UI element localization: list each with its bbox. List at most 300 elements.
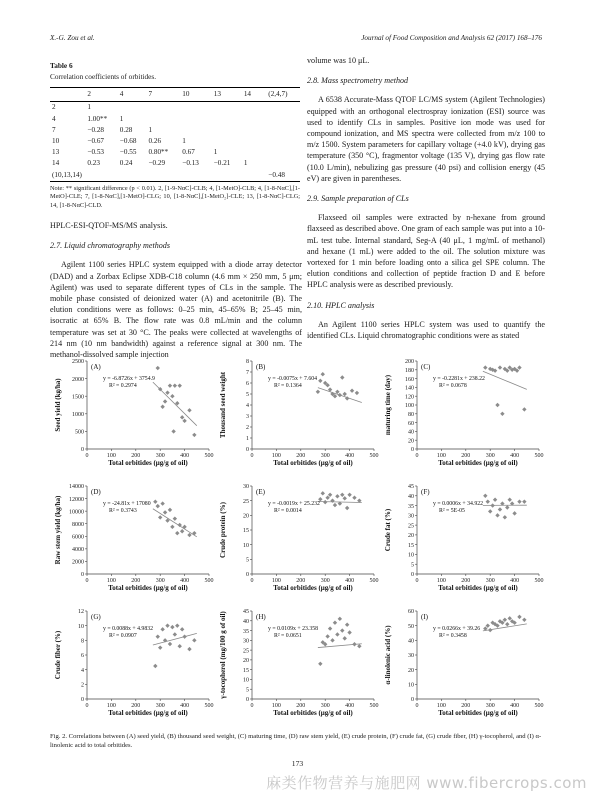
y-tick-label: 4000: [72, 547, 84, 554]
data-point: [488, 628, 492, 632]
y-tick-label: 1000: [72, 412, 84, 418]
data-point: [503, 618, 507, 622]
x-tick-label: 100: [436, 703, 446, 709]
y-tick-label: 35: [408, 503, 414, 510]
data-point: [173, 632, 177, 636]
x-tick-label: 200: [296, 578, 306, 584]
y-tick-label: 8: [246, 359, 249, 366]
table-cell: [212, 102, 242, 114]
y-tick-label: 30: [243, 484, 249, 491]
data-point: [180, 415, 184, 419]
x-tick-label: 0: [415, 578, 419, 584]
y-tick-label: 15: [243, 528, 249, 535]
x-tick-label: 500: [534, 453, 544, 459]
y-tick-label: 10: [78, 623, 84, 630]
x-axis-label: Total orbitides (μg/g of oil): [273, 459, 353, 467]
table-cell: 0.24: [119, 159, 133, 168]
table-cell: 0.23: [87, 159, 100, 168]
data-point: [173, 383, 177, 387]
data-point: [178, 383, 182, 387]
table-cell: [266, 114, 300, 125]
table-cell: −0.21: [213, 159, 231, 168]
x-tick-label: 100: [106, 453, 116, 459]
data-point: [187, 408, 191, 412]
x-tick-label: 400: [345, 703, 355, 709]
watermark: 麻类作物营养与施肥网 www.fibercrops.com: [266, 774, 587, 792]
data-point: [338, 393, 342, 397]
table-title: Table 6: [50, 61, 73, 70]
left-para-1: HPLC-ESI-QTOF-MS/MS analysis.: [50, 221, 168, 231]
scatter-panel: [219, 484, 379, 592]
y-tick-label: 4: [81, 667, 84, 674]
table-cell: [266, 125, 300, 136]
table-note: Note: ** significant difference (p < 0.01). 2, [1-9-NαC]-CLB; 4, [1-MetO]-CLB; 4, [1-8-NαC],[1-MetO]-CLE; 7, [1-8-NαC],[1-MetO]-CLG; 10, [1-8-NαC],[1-MetO₂]-CLE; 13, [1-8-NαC]-CLG; 14, [1-8-NαC]-CLD.: [50, 184, 300, 209]
data-point: [495, 403, 499, 407]
table-cell: 1.00**: [87, 114, 108, 123]
x-tick-label: 0: [85, 578, 89, 584]
x-axis-label: Total orbitides (μg/g of oil): [108, 709, 188, 717]
y-tick-label: 5: [411, 562, 414, 569]
r-squared: R² = 0.3743: [109, 508, 137, 514]
y-axis-label: γ-tocopherol (mg/100 g of oil): [219, 611, 227, 699]
table-cell: 0.28: [119, 125, 133, 134]
y-axis-label: Crude fiber (%): [54, 630, 62, 680]
y-tick-label: 0: [411, 447, 414, 454]
y-tick-label: 1500: [72, 394, 84, 401]
data-point: [160, 501, 164, 505]
table-cell: 14: [52, 159, 60, 168]
table-cell: [242, 125, 266, 136]
x-tick-label: 500: [369, 453, 379, 459]
y-tick-label: 0: [411, 572, 414, 579]
x-tick-label: 200: [131, 703, 141, 709]
x-tick-label: 200: [131, 578, 141, 584]
data-point: [178, 644, 182, 648]
data-point: [508, 497, 512, 501]
table-cell: [180, 114, 211, 125]
x-tick-label: 300: [320, 703, 330, 709]
data-point: [522, 407, 526, 411]
y-tick-label: 8: [81, 638, 84, 645]
y-tick-label: 40: [408, 638, 414, 645]
data-point: [192, 433, 196, 437]
table-cell: [180, 102, 211, 114]
correlation-table: [50, 87, 300, 181]
regression-equation: y = -6.8726x + 3754.9: [103, 376, 155, 382]
table-cell: [146, 102, 180, 114]
data-point: [486, 499, 490, 503]
data-point: [357, 644, 361, 648]
y-tick-label: 30: [243, 638, 249, 645]
x-axis-label: Total orbitides (μg/g of oil): [438, 584, 518, 592]
y-tick-label: 45: [243, 609, 249, 616]
data-point: [175, 623, 179, 627]
x-tick-label: 200: [461, 703, 471, 709]
x-tick-label: 400: [510, 453, 520, 459]
y-tick-label: 30: [408, 513, 414, 520]
data-point: [163, 510, 167, 514]
data-point: [352, 642, 356, 646]
data-point: [338, 617, 342, 621]
y-tick-label: 200: [405, 359, 414, 366]
data-point: [343, 496, 347, 500]
table-cell: [212, 125, 242, 136]
table-cell: 0.67: [182, 148, 195, 157]
y-tick-label: 10: [243, 677, 249, 684]
y-tick-label: 160: [405, 376, 414, 383]
r-squared: R² = 0.0014: [274, 508, 302, 514]
table-row: [50, 170, 300, 182]
y-tick-label: 0: [246, 697, 249, 704]
x-tick-label: 500: [534, 703, 544, 709]
table-cell: [242, 147, 266, 158]
data-point: [321, 372, 325, 376]
y-tick-label: 12000: [69, 496, 84, 503]
table-cell: [118, 170, 147, 182]
data-point: [498, 365, 502, 369]
x-tick-label: 500: [204, 703, 214, 709]
x-tick-label: 0: [250, 578, 254, 584]
y-tick-label: 180: [405, 368, 414, 374]
data-point: [340, 375, 344, 379]
figure-2-scatter-grid: [50, 353, 545, 728]
regression-equation: y = 0.0088x + 4.9832: [103, 626, 154, 632]
data-point: [316, 390, 320, 394]
scatter-panel: [384, 484, 544, 592]
data-point: [333, 503, 337, 507]
table-cell: 1: [148, 125, 153, 134]
scatter-panel: [384, 609, 544, 717]
data-point: [318, 662, 322, 666]
x-axis-label: Total orbitides (μg/g of oil): [438, 709, 518, 717]
table-header-cell: 13: [212, 88, 242, 102]
y-tick-label: 25: [408, 523, 414, 530]
data-point: [340, 628, 344, 632]
data-point: [168, 383, 172, 387]
panel-label: (D): [91, 488, 101, 496]
r-squared: R² = 0.3458: [439, 633, 467, 639]
right-para-1: A 6538 Accurate-Mass QTOF LC/MS system (Agilent Technologies) equipped with an orthogonal electrospray ionization (ESI) source was used to identify CLs in samples. Positive ion mode was used for compound ionization, and MS spectra were collected from m/z 100 to m/z 1500. System parameters for capillary voltage (+4.0 kV), drying gas temperature (350 °C), fragmentor voltage (135 V), drying gas flow rate (10.0 L/min), nebulizing gas pressure (40 psi) and collision energy (45 eV) are given in parentheses.: [307, 95, 545, 183]
y-tick-label: 60: [408, 420, 414, 427]
x-tick-label: 500: [534, 578, 544, 584]
r-squared: R² = 0.1364: [274, 383, 302, 389]
data-point: [165, 623, 169, 627]
running-head-journal: Journal of Food Composition and Analysis 62 (2017) 168–176: [361, 34, 542, 42]
y-tick-label: 10: [408, 552, 414, 559]
scatter-panel: [219, 609, 379, 717]
x-tick-label: 500: [204, 453, 214, 459]
y-tick-label: 2000: [72, 559, 84, 566]
y-tick-label: 500: [75, 429, 84, 436]
table-row: [50, 125, 300, 136]
data-point: [192, 638, 196, 642]
y-tick-label: 140: [405, 385, 414, 392]
y-tick-label: 80: [408, 412, 414, 418]
regression-equation: y = 0.0006x + 34.922: [433, 501, 484, 507]
x-tick-label: 100: [106, 703, 116, 709]
y-tick-label: 25: [243, 498, 249, 505]
x-tick-label: 0: [250, 453, 254, 459]
y-axis-label: Crude fat (%): [384, 508, 392, 552]
y-tick-label: 7: [246, 370, 249, 377]
panel-label: (B): [256, 363, 266, 371]
data-point: [517, 365, 521, 369]
table-cell: [146, 114, 180, 125]
y-axis-label: Crude protein (%): [219, 502, 227, 558]
data-point: [187, 647, 191, 651]
r-squared: R² = 5E-05: [439, 508, 465, 514]
section-heading-2-9: 2.9. Sample preparation of CLs: [307, 194, 409, 204]
panel-label: (A): [91, 363, 101, 371]
data-point: [347, 630, 351, 634]
right-para-2: Flaxseed oil samples were extracted by n-hexane from ground flaxseed as described above. One gram of each sample was put into a 10-mL test tube. Internal standard, Seg-A (40 μL, 1 mg/mL of methanol) and hexane (1 mL) were added to the oil. The solution mixture was vortexed for 1 min before loading onto a silica gel SPE column. The elution conditions and collection of peptide fraction D and E before HPLC analysis were as described previously.: [307, 213, 545, 290]
data-point: [158, 515, 162, 519]
y-tick-label: 20: [243, 658, 249, 665]
table-cell: 7: [52, 125, 56, 134]
table-cell: 4: [52, 114, 56, 123]
x-tick-label: 200: [461, 453, 471, 459]
scatter-panel: [384, 359, 544, 467]
x-axis-label: Total orbitides (μg/g of oil): [273, 709, 353, 717]
x-tick-label: 400: [180, 703, 190, 709]
data-point: [321, 491, 325, 495]
panel-label: (C): [421, 363, 431, 371]
table-cell: 2: [52, 103, 56, 112]
x-tick-label: 300: [155, 578, 165, 584]
data-point: [156, 634, 160, 638]
data-point: [173, 516, 177, 520]
table-cell: [212, 114, 242, 125]
table-cell: 1: [182, 137, 186, 146]
right-para-3: An Agilent 1100 series HPLC system was used to quantify the identified CLs. Liquid chromatographic conditions were as stated: [307, 319, 545, 341]
panel-label: (I): [421, 613, 428, 621]
data-point: [490, 503, 494, 507]
y-axis-label: α-linolenic acid (%): [384, 625, 392, 685]
trend-line: [153, 509, 197, 537]
data-point: [488, 509, 492, 513]
panel-label: (H): [256, 613, 266, 621]
y-tick-label: 2000: [72, 376, 84, 383]
x-tick-label: 300: [485, 578, 495, 584]
data-point: [355, 391, 359, 395]
y-tick-label: 2: [246, 425, 249, 432]
x-tick-label: 500: [369, 578, 379, 584]
y-tick-label: 120: [405, 394, 414, 401]
scatter-panel: [54, 609, 214, 717]
y-tick-label: 100: [405, 403, 414, 410]
y-tick-label: 2: [81, 682, 84, 689]
table-cell: 1: [119, 114, 124, 123]
table-cell: (10,13,14): [50, 170, 85, 182]
y-tick-label: 40: [408, 493, 414, 500]
x-axis-label: Total orbitides (μg/g of oil): [108, 584, 188, 592]
x-tick-label: 500: [369, 703, 379, 709]
table-cell: 0.26: [148, 137, 162, 146]
regression-equation: y = 0.0266x + 39.26: [433, 626, 481, 632]
x-tick-label: 300: [320, 453, 330, 459]
data-point: [352, 496, 356, 500]
x-tick-label: 200: [461, 578, 471, 584]
y-tick-label: 50: [408, 623, 414, 630]
y-tick-label: 3: [246, 414, 249, 421]
table-header-cell: 4: [118, 88, 147, 102]
y-axis-label: Seed yield (kg/ha): [54, 378, 62, 432]
table-cell: [266, 102, 300, 114]
y-axis-label: maturing time (day): [384, 374, 392, 436]
x-tick-label: 300: [155, 453, 165, 459]
table-cell: −0.53: [87, 148, 105, 157]
table-cell: −0.13: [182, 159, 199, 168]
regression-equation: y = -24.81x + 17080: [103, 501, 151, 507]
panel-label: (E): [256, 488, 265, 496]
x-tick-label: 0: [85, 703, 89, 709]
y-tick-label: 20: [408, 533, 414, 540]
data-point: [335, 494, 339, 498]
x-tick-label: 100: [271, 453, 281, 459]
table-cell: [266, 158, 300, 169]
table-cell: [242, 114, 266, 125]
table-cell: [212, 136, 242, 147]
data-point: [328, 493, 332, 497]
figure-caption: Fig. 2. Correlations between (A) seed yield, (B) thousand seed weight, (C) maturing time, (D) raw stem yield, (E) crude protein, (F) crude fat, (G) crude fiber, (H) γ-tocopherol, and (I) α-linolenic acid to total orbitides.: [50, 733, 542, 749]
table-cell: 1: [243, 159, 248, 168]
data-point: [333, 621, 337, 625]
y-tick-label: 10: [243, 542, 249, 549]
r-squared: R² = 0.0907: [109, 633, 137, 639]
data-point: [160, 405, 164, 409]
y-tick-label: 5: [246, 687, 249, 694]
data-point: [498, 507, 502, 511]
y-tick-label: 10000: [69, 509, 84, 516]
data-point: [168, 508, 172, 512]
y-tick-label: 0: [411, 697, 414, 704]
y-tick-label: 20: [408, 438, 414, 445]
data-point: [493, 497, 497, 501]
y-tick-label: 35: [243, 628, 249, 635]
x-tick-label: 100: [271, 578, 281, 584]
data-point: [182, 634, 186, 638]
y-tick-label: 2500: [72, 359, 84, 366]
y-tick-label: 20: [243, 513, 249, 520]
data-point: [347, 493, 351, 497]
data-point: [500, 412, 504, 416]
y-tick-label: 0: [81, 447, 84, 454]
data-point: [158, 645, 162, 649]
right-column: [307, 55, 545, 341]
y-tick-label: 45: [408, 484, 414, 491]
table-cell: [242, 102, 266, 114]
table-cell: [212, 170, 242, 182]
table-cell: [266, 147, 300, 158]
table-header-cell: 2: [85, 88, 117, 102]
y-tick-label: 6: [246, 381, 249, 388]
x-tick-label: 100: [436, 453, 446, 459]
x-tick-label: 200: [131, 453, 141, 459]
x-tick-label: 0: [415, 453, 419, 459]
x-tick-label: 300: [485, 703, 495, 709]
x-tick-label: 0: [85, 453, 89, 459]
table-cell: [266, 136, 300, 147]
data-point: [325, 634, 329, 638]
x-tick-label: 400: [345, 453, 355, 459]
data-point: [325, 496, 329, 500]
y-tick-label: 10: [408, 682, 414, 689]
table-cell: 1: [213, 148, 218, 157]
x-tick-label: 200: [296, 703, 306, 709]
data-point: [175, 531, 179, 535]
data-point: [486, 623, 490, 627]
y-tick-label: 0: [246, 447, 249, 454]
y-tick-label: 15: [243, 667, 249, 674]
data-point: [165, 390, 169, 394]
table-cell: −0.67: [87, 137, 105, 146]
data-point: [153, 664, 157, 668]
x-tick-label: 300: [155, 703, 165, 709]
regression-equation: y = -0.2281x + 238.22: [433, 376, 485, 382]
data-point: [180, 627, 184, 631]
x-tick-label: 500: [204, 578, 214, 584]
table-subtitle: Correlation coefficients of orbitides.: [50, 72, 157, 82]
data-point: [180, 529, 184, 533]
y-axis-label: Raw stem yield (kg/ha): [54, 495, 62, 565]
scatter-panel: [219, 359, 379, 467]
y-tick-label: 0: [246, 572, 249, 579]
x-tick-label: 300: [320, 578, 330, 584]
data-point: [522, 618, 526, 622]
x-tick-label: 400: [510, 703, 520, 709]
data-point: [323, 500, 327, 504]
data-point: [330, 638, 334, 642]
data-point: [345, 622, 349, 626]
data-point: [168, 642, 172, 646]
section-heading-2-10: 2.10. HPLC analysis: [307, 300, 375, 310]
table-cell: [180, 170, 211, 182]
x-tick-label: 0: [415, 703, 419, 709]
data-point: [350, 389, 354, 393]
y-tick-label: 6: [81, 653, 84, 660]
x-tick-label: 300: [485, 453, 495, 459]
data-point: [328, 626, 332, 630]
y-tick-label: 4: [246, 403, 249, 410]
data-point: [495, 513, 499, 517]
x-tick-label: 100: [271, 703, 281, 709]
data-point: [483, 365, 487, 369]
table-cell: −0.68: [119, 137, 137, 146]
left-column: [50, 60, 302, 360]
r-squared: R² = 0.2974: [109, 383, 137, 389]
y-tick-label: 8000: [72, 521, 84, 528]
y-tick-label: 15: [408, 542, 414, 549]
data-point: [156, 504, 160, 508]
table-header-cell: 14: [242, 88, 266, 102]
data-point: [505, 622, 509, 626]
y-tick-label: 20: [408, 667, 414, 674]
x-tick-label: 400: [510, 578, 520, 584]
data-point: [318, 379, 322, 383]
r-squared: R² = 0.0651: [274, 633, 302, 639]
y-tick-label: 60: [408, 609, 414, 616]
data-point: [522, 499, 526, 503]
y-tick-label: 5: [246, 557, 249, 564]
scatter-panel: [54, 359, 214, 467]
table-cell: [180, 125, 211, 136]
y-tick-label: 14000: [69, 484, 84, 491]
table-cell: [118, 102, 147, 114]
table-header-cell: 7: [146, 88, 180, 102]
trend-line: [483, 371, 527, 389]
x-axis-label: Total orbitides (μg/g of oil): [438, 459, 518, 467]
data-point: [160, 627, 164, 631]
